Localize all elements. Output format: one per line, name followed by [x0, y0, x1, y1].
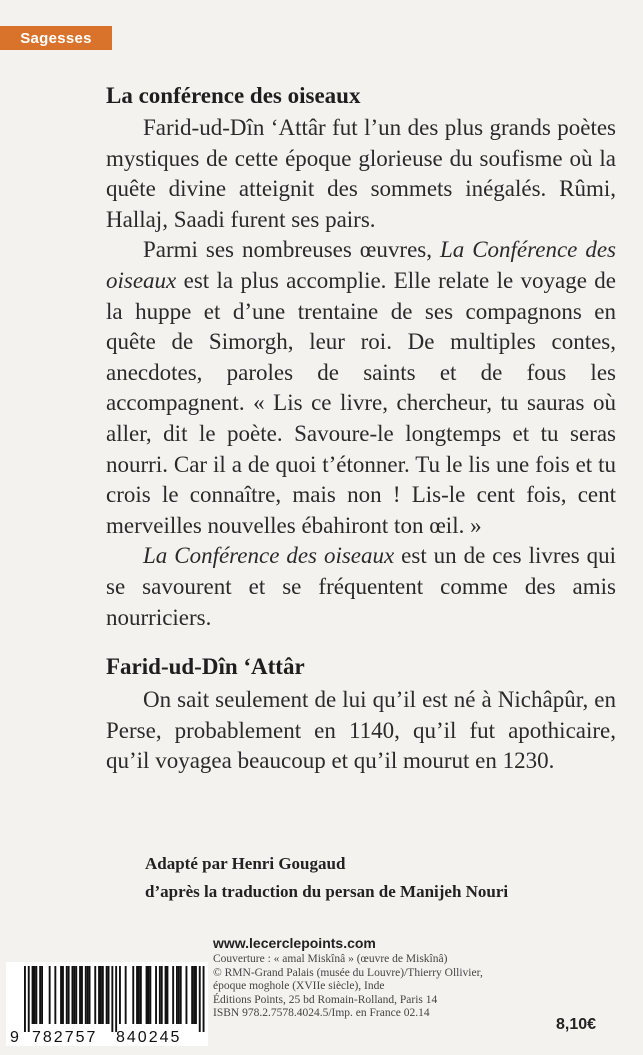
barcode-bar	[49, 966, 51, 1024]
credits-translator: d’après la traduction du persan de Manijeh Nouri	[145, 882, 509, 901]
barcode-bar	[85, 966, 87, 1024]
barcode-bar	[125, 966, 127, 1024]
barcode-bar	[138, 966, 140, 1024]
section-book	[106, 82, 616, 633]
barcode-bar	[32, 966, 34, 1024]
barcode-bar	[161, 966, 163, 1024]
barcode-bar	[172, 966, 174, 1024]
paragraph-conclusion-post: est un de ces livres qui se savourent et se fréquentent comme des amis nourriciers.	[106, 543, 616, 630]
barcode-bar	[111, 966, 113, 1032]
barcode-bar	[98, 966, 100, 1024]
barcode-bar	[178, 966, 180, 1024]
barcode-bar	[193, 966, 195, 1024]
colophon	[213, 953, 483, 1021]
barcode-bar	[89, 966, 91, 1024]
barcode-first-digit: 9	[10, 1029, 19, 1046]
barcode-bar	[108, 966, 110, 1024]
book-title-heading: La conférence des oiseaux	[106, 83, 361, 108]
series-badge: Sagesses	[0, 26, 112, 50]
paragraph-summary-pre: Parmi ses nombreuses œuvres,	[143, 237, 440, 263]
section-author	[106, 653, 616, 777]
paragraph-summary	[106, 235, 616, 541]
barcode-bar	[119, 966, 121, 1024]
barcode-bar	[35, 966, 37, 1024]
barcode-left-digits: 782757	[32, 1029, 98, 1046]
author-heading: Farid-ud-Dîn ‘Attâr	[106, 654, 305, 680]
back-cover-text	[106, 82, 616, 777]
paragraph-intro: Farid-ud-Dîn ‘Attâr fut l’un des plus grands poètes mystiques de cette époque glorieuse du soufisme où la quête divine atteignit des sommets inégalés. Rûmi, Hallaj, Saadi furent ses pairs.	[106, 115, 616, 232]
barcode-bar	[199, 966, 201, 1032]
barcode-bar	[54, 966, 56, 1024]
barcode-bar	[62, 966, 64, 1024]
barcode-bar	[81, 966, 83, 1024]
paragraph-conclusion	[106, 541, 616, 633]
barcode-bar	[155, 966, 157, 1024]
barcode-bar	[28, 966, 30, 1032]
credits	[145, 850, 508, 906]
barcode-bar	[24, 966, 26, 1032]
barcode-bar	[159, 966, 161, 1024]
barcode-bar	[203, 966, 205, 1032]
barcode-bar	[136, 966, 138, 1024]
barcode-bar	[167, 966, 169, 1024]
barcode-bar	[79, 966, 81, 1024]
colophon-line: ISBN 978.2.7578.4024.5/Imp. en France 02.14	[213, 1007, 430, 1019]
barcode-bar	[66, 966, 68, 1024]
barcode-bar	[100, 966, 102, 1024]
isbn-barcode	[6, 962, 208, 1046]
publisher-website: www.lecerclepoints.com	[213, 935, 376, 951]
barcode-bar	[87, 966, 89, 1024]
colophon-line: Couverture : « amal Miskînâ » (œuvre de Miskînâ)	[213, 953, 448, 965]
barcode-graphic	[6, 962, 208, 1046]
barcode-bar	[140, 966, 142, 1024]
barcode-bar	[102, 966, 104, 1024]
barcode-bar	[72, 966, 74, 1024]
barcode-bar	[73, 966, 75, 1024]
paragraph-summary-title: La Conférence des oiseaux	[106, 237, 616, 293]
barcode-bar	[60, 966, 62, 1024]
barcode-bar	[186, 966, 188, 1024]
barcode-bar	[146, 966, 148, 1024]
barcode-bar	[148, 966, 150, 1024]
barcode-bar	[180, 966, 182, 1024]
paragraph-summary-post: est la plus accomplie. Elle relate le voyage de la huppe et d’une trentaine de ses compagnons en quête de Simorgh, leur roi. De multiples contes, anecdotes, paroles de saints et de fous les accompagnent. « Lis ce livre, chercheur, tu sauras où aller, dit le poète. Savoure-le longtemps et tu seras nourri. Car il a de quoi t’étonner. Tu le lis une fois et tu crois le connaître, mais non ! Lis-le cent fois, cent merveilles nouvelles ébahiront ton œil. »	[106, 267, 616, 538]
barcode-bar	[195, 966, 197, 1024]
credits-adapter: Adapté par Henri Gougaud	[145, 854, 346, 873]
price: 8,10€	[556, 1016, 597, 1033]
barcode-bar	[41, 966, 43, 1024]
barcode-right-digits: 840245	[116, 1029, 182, 1046]
barcode-bar	[75, 966, 77, 1024]
barcode-bar	[106, 966, 108, 1024]
barcode-bar	[39, 966, 41, 1024]
paragraph-author-bio: On sait seulement de lui qu’il est né à Nichâpûr, en Perse, probablement en 1140, qu’il fut apothicaire, qu’il voyagea beaucoup et qu’il mourut en 1230.	[106, 687, 616, 774]
barcode-bar	[68, 966, 70, 1024]
barcode-bar	[34, 966, 36, 1024]
barcode-bar	[191, 966, 193, 1024]
barcode-bar	[132, 966, 134, 1024]
colophon-line: Éditions Points, 25 bd Romain-Rolland, Paris 14	[213, 993, 438, 1006]
barcode-bar	[115, 966, 117, 1032]
colophon-line: époque moghole (XVIIe siècle), Inde	[213, 980, 385, 992]
colophon-line: © RMN-Grand Palais (musée du Louvre)/Thierry Ollivier,	[213, 966, 483, 979]
paragraph-conclusion-title: La Conférence des oiseaux	[143, 543, 395, 569]
barcode-bar	[94, 966, 96, 1024]
barcode-bar	[165, 966, 167, 1024]
barcode-bar	[176, 966, 178, 1024]
barcode-bar	[149, 966, 151, 1024]
